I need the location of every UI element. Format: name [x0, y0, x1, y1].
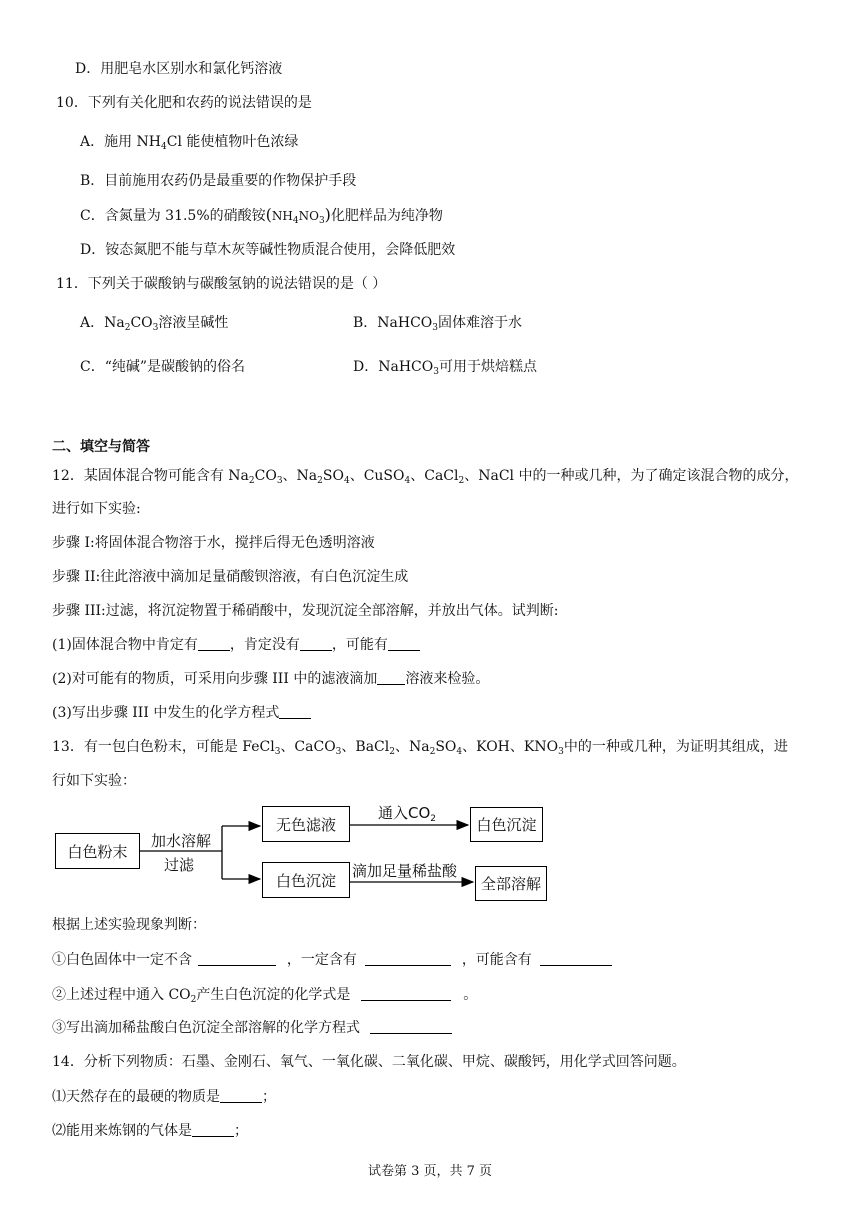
q13-conclusion-1: [52, 950, 612, 970]
text: ⑵能用来炼钢的气体是: [52, 1123, 192, 1139]
paren-open: (: [265, 205, 272, 224]
q10-option-d: D．铵态氮肥不能与草木灰等碱性物质混合使用，会降低肥效: [80, 242, 456, 258]
q10-option-b: B．目前施用农药仍是最重要的作物保护手段: [80, 173, 357, 189]
text: CO: [254, 468, 277, 484]
q9-option-d: D．用肥皂水区别水和氯化钙溶液: [75, 61, 283, 77]
text: 、NaCl 中的一种或几种，为了确定该混合物的成分，: [464, 468, 799, 484]
answer-blank[interactable]: [361, 986, 451, 1001]
answer-blank[interactable]: [220, 1088, 262, 1103]
text: 固体难溶于水: [438, 315, 523, 331]
subscript: 3: [318, 216, 325, 226]
subscript: 3: [335, 747, 342, 757]
arrow-co2-label: [378, 802, 436, 823]
answer-blank[interactable]: [370, 1019, 452, 1034]
subscript: 2: [317, 476, 323, 486]
q10-option-a-text-2: Cl 能使植物叶色浓绿: [166, 134, 299, 150]
text: 溶液来检验。: [405, 671, 490, 687]
text: (2)对可能有的物质，可采用向步骤 III 中的滤液滴加: [52, 671, 378, 687]
q13-conclusion-3: [52, 1018, 452, 1038]
text: ，一定含有: [286, 952, 357, 968]
subscript: 2: [190, 995, 197, 1005]
text: D．NaHCO: [353, 359, 434, 375]
answer-blank[interactable]: [198, 951, 276, 966]
text: 通入CO: [378, 804, 431, 822]
op-filter-label: 过滤: [164, 856, 195, 874]
text: 、CaCl: [410, 468, 459, 484]
text: 可用于烘焙糕点: [438, 359, 537, 375]
text: 13．有一包白色粉末，可能是 FeCl: [52, 739, 275, 755]
node-precipitate-1: 白色沉淀: [470, 807, 543, 842]
subscript: 3: [274, 747, 281, 757]
q12-step-1: 步骤 I:将固体混合物溶于水，搅拌后得无色透明溶液: [52, 535, 375, 551]
text: 、KOH、KNO: [462, 739, 559, 755]
text: CO: [130, 315, 153, 331]
text: 、CuSO: [349, 468, 405, 484]
text: 、Na: [394, 739, 430, 755]
subscript: 3: [558, 747, 564, 757]
q10-option-c-text-2: 化肥样品为纯净物: [330, 208, 443, 224]
subscript: 2: [458, 476, 465, 486]
text: ②上述过程中通入 CO: [52, 987, 191, 1003]
subscript: 4: [343, 476, 350, 486]
text: 。: [463, 987, 478, 1003]
text: 溶液呈碱性: [158, 315, 229, 331]
section-title: 二、填空与简答: [52, 439, 150, 455]
q10-stem: 10．下列有关化肥和农药的说法错误的是: [56, 95, 312, 111]
text: ，肯定没有: [229, 637, 300, 653]
text: ；: [262, 1089, 276, 1105]
subscript: 2: [124, 323, 131, 333]
text: ，可能有: [331, 637, 388, 653]
q10-option-a-text: A．施用 NH: [80, 134, 162, 150]
text: (1)固体混合物中肯定有: [52, 637, 198, 653]
text: ，可能含有: [461, 952, 532, 968]
text: ①白色固体中一定不含: [52, 952, 192, 968]
node-filtrate: 无色滤液: [262, 806, 350, 842]
answer-blank[interactable]: [192, 1122, 234, 1137]
answer-blank[interactable]: [540, 951, 612, 966]
subscript: 3: [433, 367, 439, 377]
node-precipitate-2: 白色沉淀: [262, 862, 350, 898]
subscript: 4: [161, 142, 167, 152]
subscript: 4: [292, 216, 299, 226]
q12-stem-2: 进行如下实验:: [52, 501, 141, 517]
node-all-dissolved: 全部溶解: [475, 866, 547, 901]
q14-part-1: [52, 1087, 276, 1107]
text: A．Na: [80, 315, 125, 331]
page-footer: 试卷第 3 页，共 7 页: [367, 1164, 493, 1179]
subscript: 3: [152, 323, 159, 333]
q10-option-c-text: C．含氮量为 31.5%的硝酸铵: [80, 208, 266, 224]
subscript: 4: [404, 476, 411, 486]
text: (3)写出步骤 III 中发生的化学方程式: [52, 705, 280, 721]
q13-stem-2: 行如下实验：: [52, 773, 136, 789]
q11-stem: 11．下列关于碳酸钠与碳酸氢钠的说法错误的是（ ）: [56, 276, 387, 292]
text: ⑴天然存在的最硬的物质是: [52, 1089, 220, 1105]
text: 、Na: [282, 468, 318, 484]
text: 、BaCl: [341, 739, 390, 755]
text: 中的一种或几种，为证明其组成，进: [563, 739, 788, 755]
text: 12．某固体混合物可能含有 Na: [52, 468, 249, 484]
q13-conclusion-2: [52, 985, 477, 1005]
subscript: 3: [432, 323, 439, 333]
q14-part-2: [52, 1121, 248, 1141]
subscript: 2: [389, 747, 395, 757]
op-dissolve-label: 加水溶解: [151, 832, 212, 850]
subscript: 2: [430, 814, 437, 824]
node-white-powder: 白色粉末: [55, 833, 140, 869]
subscript: 3: [276, 476, 283, 486]
q11-option-c: C．“纯碱”是碳酸钠的俗名: [80, 359, 246, 375]
text: SO: [322, 468, 344, 484]
answer-blank[interactable]: [365, 951, 451, 966]
text: ③写出滴加稀盐酸白色沉淀全部溶解的化学方程式: [52, 1020, 360, 1036]
q12-step-3: 步骤 III:过滤，将沉淀物置于稀硝酸中，发现沉淀全部溶解，并放出气体。试判断:: [52, 603, 559, 619]
paren-close: ): [324, 205, 331, 224]
subscript: 4: [456, 747, 463, 757]
q13-judge: 根据上述实验现象判断：: [52, 917, 206, 933]
text: 、CaCO: [280, 739, 336, 755]
q12-step-2: 步骤 II:往此溶液中滴加足量硝酸钡溶液，有白色沉淀生成: [52, 569, 409, 585]
arrow-hcl-label: 滴加足量稀盐酸: [352, 862, 458, 880]
text: B．NaHCO: [353, 315, 433, 331]
text: SO: [435, 739, 457, 755]
formula-part: NH: [271, 209, 293, 223]
subscript: 2: [248, 476, 255, 486]
text: 产生白色沉淀的化学式是: [196, 987, 351, 1003]
subscript: 2: [429, 747, 436, 757]
formula-part: NO: [298, 209, 319, 223]
q14-stem: 14．分析下列物质：石墨、金刚石、氧气、一氧化碳、二氧化碳、甲烷、碳酸钙，用化学式回答问题。: [52, 1054, 686, 1070]
text: ；: [234, 1123, 248, 1139]
